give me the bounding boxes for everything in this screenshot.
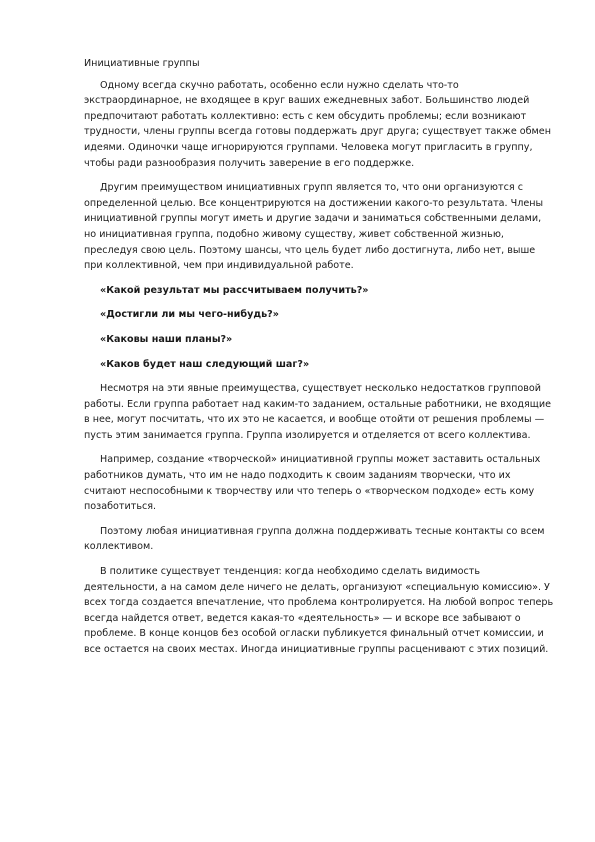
question-line: «Какой результат мы рассчитываем получить?» <box>100 284 369 296</box>
question-line: «Каков будет наш следующий шаг?» <box>100 358 310 370</box>
paragraph: В политике существует тенденция: когда необходимо сделать видимость деятельности, а на самом деле ничего не делать, организуют «специальную комиссию». У всех тогда создается впечатление, что проблема контролируется. На любой вопрос теперь всегда найдется ответ, ведется какая-то «деятельность» — и вскоре все забывают о проблеме. В конце концов без особой огласки публикуется финальный отчет комиссии, и все остается на своих местах. Иногда инициативные группы расценивают с этих позиций. <box>84 566 554 655</box>
paragraph: Поэтому любая инициативная группа должна поддерживать тесные контакты со всем коллективом. <box>84 525 545 553</box>
paragraph: Например, создание «творческой» инициативной группы может заставить остальных работников думать, что им не надо подходить к своим заданиям творчески, что их считают неспособными к творчеству или что теперь о «творческом подходе» есть кому позаботиться. <box>84 454 541 513</box>
paragraph: Несмотря на эти явные преимущества, существует несколько недостатков групповой работы. Если группа работает над каким-то заданием, остальные работники, не входящие в нее, могут посчитать, что их это не касается, и вообще отойти от решения проблемы — пусть этим занимается группа. Группа изолируется и отделяется от всего коллектива. <box>84 383 551 441</box>
document-title: Инициативные группы <box>84 58 200 69</box>
question-line: «Достигли ли мы чего-нибудь?» <box>100 309 279 321</box>
document-page <box>84 56 554 667</box>
paragraph: Другим преимуществом инициативных групп является то, что они организуются с определенной целью. Все концентрируются на достижении какого-то результата. Члены инициативной группы могут иметь и другие задачи и заниматься собственными делами, но инициативная группа, подобно живому существу, живет собственной жизнью, преследуя свою цель. Поэтому шансы, что цель будет либо достигнута, либо нет, выше при коллективной, чем при индивидуальной работе. <box>84 182 544 272</box>
paragraph: Одному всегда скучно работать, особенно если нужно сделать что-то экстраординарное, не входящее в круг ваших ежедневных забот. Большинство людей предпочитают работать коллективно: есть с кем обсудить проблемы; если возникают трудности, члены группы всегда готовы поддержать друг друга; существует также обмен идеями. Одиночки чаще игнорируются группами. Человека могут пригласить в группу, чтобы ради разнообразия получить заверение в его поддержке. <box>84 79 551 169</box>
question-line: «Каковы наши планы?» <box>100 333 233 345</box>
